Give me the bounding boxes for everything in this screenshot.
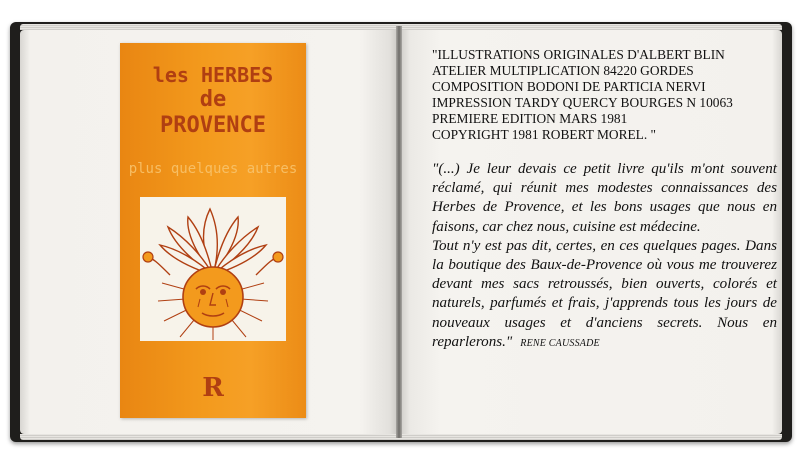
publisher-logo: R [202, 373, 224, 403]
credits-line: PREMIERE EDITION MARS 1981 [432, 111, 628, 126]
credits-line: COMPOSITION BODONI DE PARTICIA NERVI [432, 79, 706, 94]
credits-line: ATELIER MULTIPLICATION 84220 GORDES [432, 63, 694, 78]
credits-line: "ILLUSTRATIONS ORIGINALES D'ALBERT BLIN [432, 47, 725, 62]
cover-title-line3: PROVENCE [160, 113, 266, 138]
quote-paragraph-1: "(...) Je leur devais ce petit livre qu'ils m'ont souvent réclamé, qui réunit mes modestes connaissances des Herbes de Provence, et les bons usages que nous en faisons, car chez nous, cuisine est médecine. [432, 161, 777, 235]
sun-face-with-leaves-icon [140, 197, 286, 341]
book-cover-image [120, 43, 306, 418]
cover-subtitle: plus quelques autres [128, 161, 298, 177]
quote-paragraph-2-text: Tout n'y est pas dit, certes, en ces quelques pages. Dans la boutique des Baux-de-Provence où vous me trouverez devant mes sacs retroussés, bien ouverts, colorés et naturels, parfumés et frais, j'apprends tous les jours de nouveaux usages et d'anciens secrets. Nous en reparlerons." [432, 237, 777, 350]
book-gutter [396, 26, 402, 438]
credits-block [432, 47, 782, 143]
cover-title-line2: de [199, 87, 227, 112]
cover-title-line1: les HERBES [152, 63, 274, 87]
quote-block [432, 160, 777, 353]
credits-line: COPYRIGHT 1981 ROBERT MOREL. " [432, 127, 657, 142]
quote-paragraph-2 [432, 237, 777, 353]
quote-signature: RENE CAUSSADE [520, 337, 600, 349]
credits-line: IMPRESSION TARDY QUERCY BOURGES N 10063 [432, 95, 733, 110]
